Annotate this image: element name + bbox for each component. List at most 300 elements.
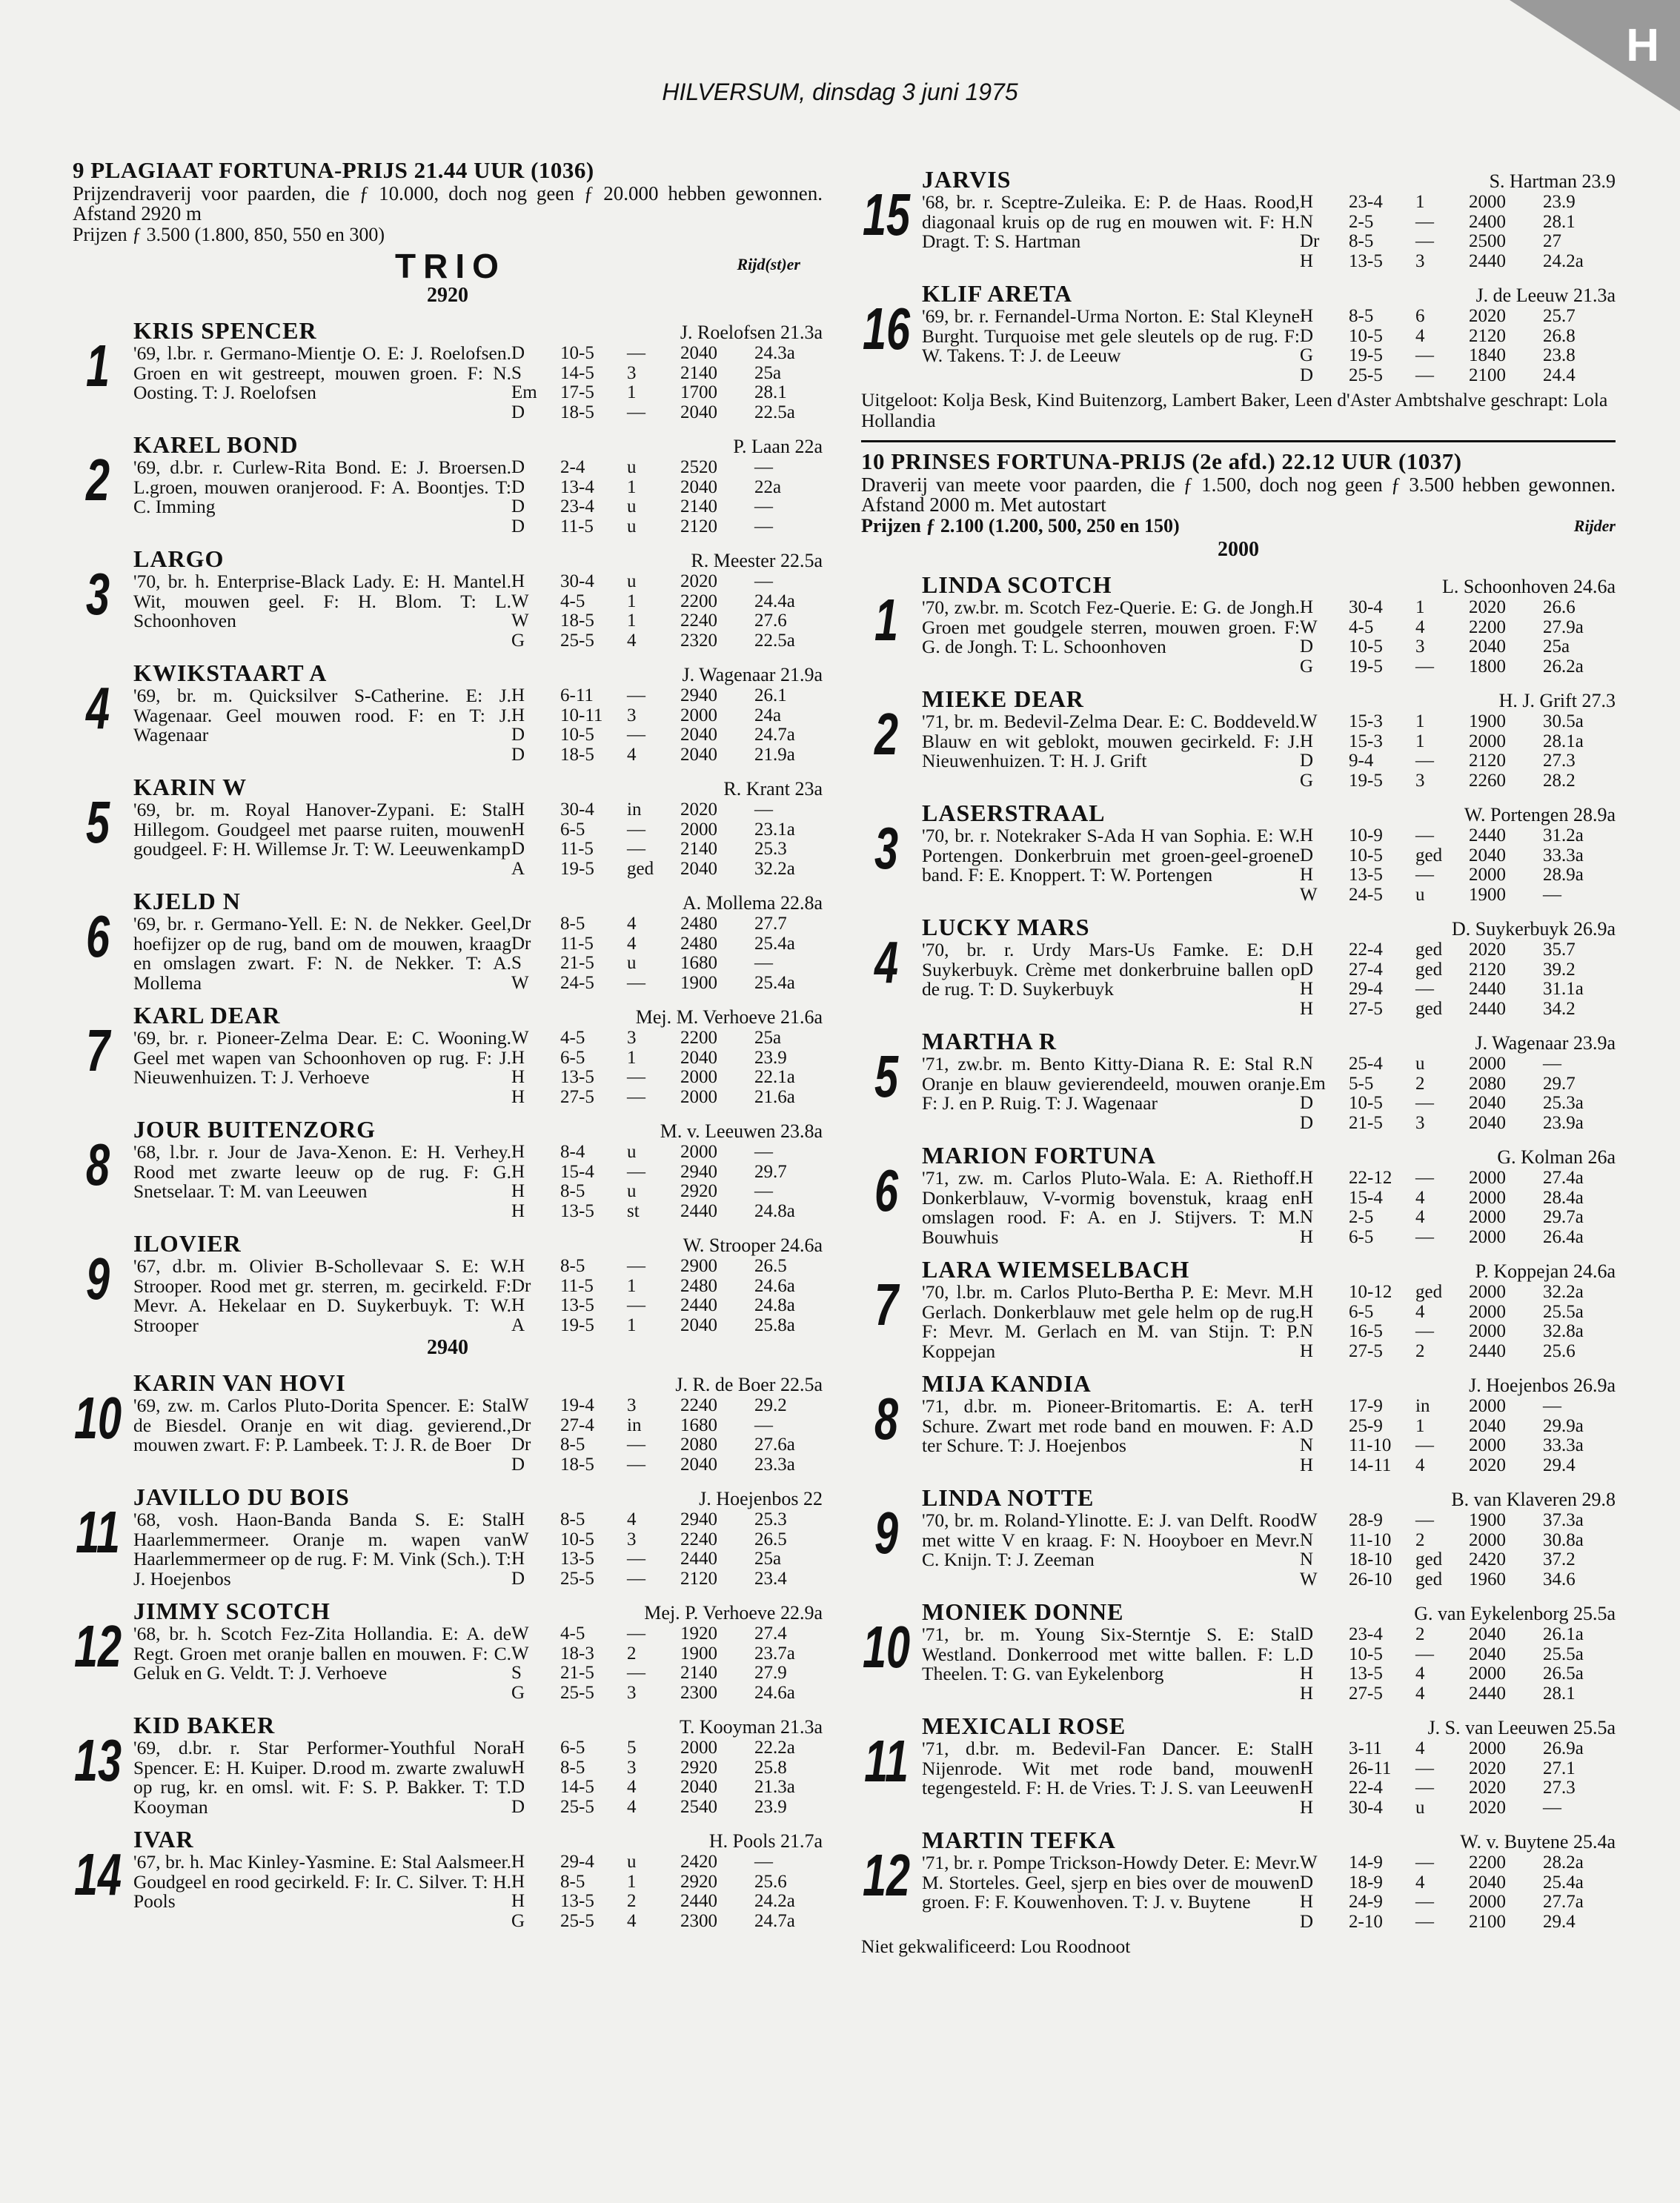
entry-body (133, 1257, 823, 1335)
result-date: 21-5 (560, 953, 594, 973)
result-placing: 1 (627, 476, 637, 497)
result-distance: 2120 (680, 516, 717, 536)
result-track: D (511, 343, 525, 363)
result-row (511, 1049, 823, 1069)
driver-record: J. Wagenaar 21.9a (682, 664, 823, 685)
result-track: H (511, 1200, 525, 1221)
result-track: H (1300, 865, 1314, 885)
result-km-time: 32.8a (1543, 1321, 1584, 1341)
result-track: H (511, 1891, 525, 1911)
recent-results (511, 686, 823, 765)
result-placing: — (627, 819, 645, 840)
driver-record: B. van Klaveren 29.8 (1451, 1489, 1616, 1510)
driver-record: Mej. M. Verhoeve 21.6a (635, 1006, 823, 1028)
start-number: 11 (76, 1499, 120, 1565)
horse-description: '68, br. r. Sceptre-Zuleika. E: P. de Haas. Rood, diagonaal kruis op de rug en mouwen wit. F: H. Dragt. T: S. Hartman (922, 191, 1300, 252)
result-km-time: 29.9a (1543, 1415, 1584, 1436)
result-date: 3-11 (1349, 1738, 1382, 1758)
result-row (1300, 960, 1616, 980)
result-row (511, 1316, 823, 1336)
result-km-time: 25.3a (1543, 1093, 1584, 1113)
result-date: 9-4 (1349, 751, 1374, 771)
result-row (511, 954, 823, 974)
start-number: 15 (862, 182, 911, 247)
result-distance: 2200 (1469, 1853, 1506, 1873)
result-row (1300, 1228, 1616, 1248)
driver-record: W. Portengen 28.9a (1464, 804, 1616, 825)
result-km-time: — (754, 800, 773, 820)
result-track: D (1300, 1415, 1314, 1436)
result-distance: 2000 (1469, 192, 1506, 212)
result-placing: 3 (1415, 250, 1425, 271)
result-distance: 2040 (1469, 1872, 1506, 1893)
start-number: 12 (862, 1842, 911, 1908)
result-row (1300, 1853, 1616, 1873)
result-date: 27-5 (560, 1086, 594, 1107)
horse-description: '69, br. m. Quicksilver S-Catherine. E: J. Wagenaar. Geel mouwen rood. F: en T: J. Wagenaar (133, 685, 511, 745)
result-row (1300, 1570, 1616, 1590)
driver-record: P. Laan 22a (733, 436, 823, 457)
result-placing: — (1415, 979, 1434, 999)
result-placing: ged (1415, 1569, 1443, 1589)
result-placing: ged (627, 858, 654, 879)
result-row (511, 934, 823, 954)
result-track: H (511, 1549, 525, 1569)
start-number: 2 (85, 447, 110, 513)
result-distance: 2440 (680, 1549, 717, 1569)
result-placing: — (1415, 1226, 1434, 1247)
result-distance: 2020 (1469, 940, 1506, 960)
entry-body (922, 1169, 1616, 1247)
result-track: H (511, 571, 525, 591)
result-placing: 1 (627, 1047, 637, 1068)
recent-results (511, 1624, 823, 1703)
result-row (1300, 598, 1616, 618)
result-km-time: 26.4a (1543, 1226, 1584, 1247)
result-row (511, 497, 823, 517)
entry-name-row (133, 1599, 823, 1624)
recent-results (511, 1853, 823, 1931)
recent-results (1300, 1739, 1616, 1818)
result-row (1300, 751, 1616, 771)
result-km-time: 26.1a (1543, 1624, 1584, 1644)
horse-name: JARVIS (922, 166, 1012, 193)
result-track: H (511, 800, 525, 820)
result-row (511, 1778, 823, 1798)
result-distance: 2020 (680, 800, 717, 820)
result-km-time: 25.5a (1543, 1301, 1584, 1322)
result-track: Dr (511, 1415, 531, 1435)
result-row (511, 1798, 823, 1818)
result-distance: 1900 (1469, 884, 1506, 905)
result-row (1300, 637, 1616, 657)
result-track: H (1300, 1168, 1314, 1188)
result-distance: 2040 (1469, 1644, 1506, 1664)
result-distance: 2000 (680, 1738, 717, 1758)
result-placing: — (627, 1435, 645, 1455)
result-track: H (511, 1509, 525, 1529)
result-placing: — (627, 402, 645, 422)
result-km-time: 24a (754, 705, 782, 725)
start-number: 13 (73, 1727, 122, 1793)
result-date: 14-5 (560, 362, 594, 383)
result-row (511, 1624, 823, 1644)
recent-results (1300, 826, 1616, 905)
result-date: 18-5 (560, 1454, 594, 1475)
race-9-entries-a (73, 319, 823, 1335)
result-date: 30-4 (560, 571, 594, 591)
result-distance: 2480 (680, 933, 717, 954)
horse-name: KLIF ARETA (922, 280, 1072, 307)
horse-name: KARL DEAR (133, 1002, 281, 1029)
result-row (511, 725, 823, 745)
result-km-time: 29.7 (1543, 1073, 1576, 1094)
result-date: 13-5 (1349, 250, 1383, 271)
result-track: N (1300, 1549, 1314, 1569)
entry-name-row (922, 282, 1616, 307)
result-placing: 6 (1415, 306, 1425, 326)
result-date: 23-4 (560, 496, 594, 516)
horse-entry (861, 687, 1616, 791)
result-track: W (1300, 1569, 1318, 1589)
result-km-time: 27.9 (754, 1663, 787, 1683)
result-track: N (1300, 1435, 1314, 1455)
result-row (1300, 885, 1616, 906)
entry-body (133, 1853, 823, 1931)
horse-entry (861, 801, 1616, 905)
result-row (511, 631, 823, 651)
result-distance: 1900 (680, 1643, 717, 1664)
result-km-time: — (754, 457, 773, 477)
result-date: 27-5 (1349, 998, 1383, 1019)
result-placing: — (627, 1549, 645, 1569)
result-track: W (511, 591, 529, 611)
race-9-rider-header: Rijd(st)er (737, 255, 800, 273)
result-row (1300, 1759, 1616, 1779)
result-date: 10-5 (1349, 325, 1383, 346)
entry-name-row (133, 1117, 823, 1143)
result-date: 22-4 (1349, 1778, 1383, 1798)
horse-description: '70, zw.br. m. Scotch Fez-Querie. E: G. de Jongh. Groen met goudgele sterren, mouwen groen. F: G. de Jongh. T: L. Schoonhoven (922, 597, 1300, 657)
result-date: 10-5 (1349, 637, 1383, 657)
result-km-time: 29.2 (754, 1395, 787, 1415)
result-row (511, 706, 823, 726)
result-track: D (1300, 1112, 1314, 1133)
result-placing: — (627, 1663, 645, 1683)
result-distance: 2000 (1469, 1187, 1506, 1208)
result-km-time: 27.7a (1543, 1892, 1584, 1912)
result-row (1300, 865, 1616, 885)
result-track: H (511, 1871, 525, 1892)
horse-description: '71, br. r. Pompe Trickson-Howdy Deter. E: Mevr. M. Storteles. Geel, sjerp en bies over de mouwen groen. F: F. Kouwenhoven. T: J. v. Buytene (922, 1852, 1300, 1913)
result-km-time: 32.2a (754, 858, 795, 879)
result-placing: 3 (1415, 1112, 1425, 1133)
result-km-time: 28.1 (754, 382, 787, 402)
result-track: D (511, 1777, 525, 1797)
result-placing: — (627, 1454, 645, 1475)
result-km-time: 24.2a (1543, 250, 1584, 271)
result-date: 11-5 (560, 1275, 594, 1296)
start-number: 16 (862, 296, 911, 362)
entry-body (133, 1396, 823, 1475)
result-placing: 1 (627, 1871, 637, 1892)
result-km-time: 27.9a (1543, 617, 1584, 637)
result-date: 17-5 (560, 382, 594, 402)
result-km-time: 26.1 (754, 685, 787, 705)
result-distance: 2000 (680, 1086, 717, 1107)
result-km-time: 23.8 (1543, 345, 1576, 365)
result-distance: 2300 (680, 1682, 717, 1703)
recent-results (1300, 1169, 1616, 1247)
driver-record: R. Meester 22.5a (691, 550, 823, 571)
result-row (511, 1664, 823, 1684)
result-track: H (1300, 597, 1314, 617)
result-track: H (511, 685, 525, 705)
result-track: H (1300, 1187, 1314, 1208)
driver-record: R. Krant 23a (723, 778, 823, 800)
result-placing: — (1415, 211, 1434, 232)
result-placing: 4 (1415, 1207, 1425, 1227)
result-distance: 2040 (680, 476, 717, 497)
result-distance: 2040 (1469, 1112, 1506, 1133)
result-distance: 1680 (680, 1415, 717, 1435)
recent-results (1300, 1853, 1616, 1932)
race-9-title: 9 PLAGIAAT FORTUNA-PRIJS 21.44 UUR (1036) (73, 157, 594, 183)
result-km-time: 25.6 (754, 1871, 787, 1892)
result-track: W (1300, 617, 1318, 637)
start-number: 9 (874, 1500, 899, 1566)
result-track: D (1300, 1644, 1314, 1664)
start-number: 5 (85, 789, 110, 855)
entry-body (133, 572, 823, 651)
result-date: 14-9 (1349, 1853, 1383, 1873)
result-placing: — (1415, 231, 1434, 251)
result-track: N (1300, 1529, 1314, 1550)
result-distance: 2020 (1469, 597, 1506, 617)
result-row (1300, 1684, 1616, 1704)
result-placing: u (627, 1181, 637, 1201)
recent-results (1300, 598, 1616, 677)
horse-name: LASERSTRAAL (922, 800, 1106, 826)
result-track: H (1300, 1340, 1314, 1361)
horse-description: '70, br. r. Urdy Mars-Us Famke. E: D. Suykerbuyk. Crème met donkerbruine ballen op de rug. T: D. Suykerbuyk (922, 939, 1300, 1000)
entry-body (922, 712, 1616, 791)
result-track: D (1300, 1872, 1314, 1893)
result-distance: 2000 (1469, 1226, 1506, 1247)
result-row (1300, 1511, 1616, 1531)
result-placing: 3 (627, 1757, 637, 1778)
result-placing: — (627, 725, 645, 745)
horse-name: KAREL BOND (133, 431, 299, 458)
result-distance: 2000 (1469, 1664, 1506, 1684)
start-number: 9 (85, 1246, 110, 1312)
result-distance: 1900 (1469, 1510, 1506, 1530)
result-row (1300, 1893, 1616, 1913)
result-placing: — (1415, 656, 1434, 677)
result-placing: 4 (627, 1796, 637, 1817)
result-km-time: 37.3a (1543, 1510, 1584, 1530)
result-date: 25-5 (1349, 365, 1383, 385)
entry-body (133, 914, 823, 993)
result-track: W (511, 972, 529, 993)
result-distance: 1900 (1469, 711, 1506, 731)
result-placing: 4 (627, 933, 637, 954)
result-km-time: — (754, 1415, 773, 1435)
result-distance: 2040 (1469, 637, 1506, 657)
result-row (511, 1257, 823, 1277)
result-km-time: 29.4 (1543, 1455, 1576, 1475)
race-10-distance: 2000 (1218, 538, 1259, 561)
result-km-time: 22.5a (754, 630, 795, 651)
result-row (511, 1738, 823, 1758)
result-km-time: 22a (754, 476, 782, 497)
horse-description: '69, l.br. r. Germano-Mientje O. E: J. Roelofsen. Groen en wit gestreept, mouwen groen. F: N. Oosting. T: J. Roelofsen (133, 342, 511, 403)
recent-results (1300, 1283, 1616, 1361)
horse-entry (861, 1143, 1616, 1247)
result-km-time: 26.2a (1543, 656, 1584, 677)
result-track: W (511, 1395, 529, 1415)
result-km-time: 27 (1543, 231, 1561, 251)
result-placing: u (627, 1142, 637, 1162)
result-date: 18-5 (560, 744, 594, 765)
entry-body (922, 1511, 1616, 1589)
result-row (511, 1892, 823, 1912)
result-km-time: 33.3a (1543, 845, 1584, 865)
start-number: 11 (864, 1728, 909, 1794)
result-track: H (1300, 731, 1314, 751)
result-placing: 4 (1415, 1455, 1425, 1475)
result-row (511, 1296, 823, 1316)
recent-results (1300, 307, 1616, 385)
result-placing: — (1415, 1911, 1434, 1932)
result-distance: 2140 (680, 362, 717, 383)
horse-name: MARTHA R (922, 1028, 1057, 1054)
result-date: 10-12 (1349, 1282, 1392, 1302)
result-track: D (511, 457, 525, 477)
result-placing: in (627, 800, 642, 820)
result-distance: 2440 (680, 1295, 717, 1315)
result-km-time: 35.7 (1543, 940, 1576, 960)
entry-body (133, 1029, 823, 1107)
result-row (1300, 771, 1616, 791)
start-number: 6 (874, 1157, 899, 1223)
result-km-time: 37.2 (1543, 1549, 1576, 1569)
result-track: H (511, 819, 525, 840)
result-km-time: 24.2a (754, 1891, 795, 1911)
result-track: H (1300, 1455, 1314, 1475)
result-track: G (511, 1682, 525, 1703)
result-track: H (511, 1086, 525, 1107)
result-placing: — (1415, 825, 1434, 845)
result-distance: 2040 (1469, 1415, 1506, 1436)
start-number: 14 (73, 1841, 122, 1907)
result-placing: 2 (627, 1891, 637, 1911)
entry-name-row (922, 687, 1616, 712)
entry-body (133, 800, 823, 879)
entry-name-row (133, 661, 823, 686)
start-number: 2 (874, 701, 899, 767)
result-km-time: 24.6a (754, 1275, 795, 1296)
result-row (511, 914, 823, 934)
result-track: W (511, 1529, 529, 1549)
result-track: D (1300, 845, 1314, 865)
result-date: 4-5 (560, 1028, 585, 1048)
horse-entry (73, 547, 823, 651)
result-placing: 4 (1415, 1664, 1425, 1684)
result-track: W (511, 1028, 529, 1048)
result-distance: 2000 (1469, 1321, 1506, 1341)
result-date: 2-4 (560, 457, 585, 477)
driver-record: W. v. Buytene 25.4a (1460, 1831, 1616, 1853)
result-row (511, 1143, 823, 1163)
result-row (511, 1510, 823, 1530)
result-placing: 4 (627, 914, 637, 934)
start-number: 6 (85, 903, 110, 969)
result-distance: 2440 (1469, 1340, 1506, 1361)
entry-body (922, 307, 1616, 385)
entry-name-row (922, 915, 1616, 940)
entry-body (922, 1054, 1616, 1133)
horse-entry (73, 661, 823, 765)
result-placing: 3 (1415, 637, 1425, 657)
result-placing: 3 (627, 705, 637, 725)
result-row (1300, 1664, 1616, 1684)
driver-record: J. de Leeuw 21.3a (1475, 285, 1616, 306)
result-km-time: — (1543, 884, 1561, 905)
result-placing: 2 (627, 1643, 637, 1664)
horse-name: MARTIN TEFKA (922, 1827, 1116, 1853)
horse-entry (73, 1827, 823, 1931)
entry-body (133, 1738, 823, 1817)
result-distance: 2000 (1469, 731, 1506, 751)
result-track: N (1300, 1207, 1314, 1227)
result-distance: 2900 (680, 1256, 717, 1276)
result-distance: 2000 (680, 819, 717, 840)
result-date: 25-5 (560, 1682, 594, 1703)
result-date: 13-4 (560, 476, 594, 497)
result-distance: 2000 (680, 1142, 717, 1162)
result-date: 23-4 (1349, 1624, 1383, 1644)
result-placing: u (1415, 1797, 1425, 1818)
result-placing: u (627, 1852, 637, 1872)
result-distance: 2020 (1469, 306, 1506, 326)
result-date: 11-5 (560, 839, 594, 859)
start-number: 4 (874, 929, 899, 995)
result-date: 19-5 (560, 1315, 594, 1335)
horse-entry (73, 1232, 823, 1335)
result-date: 27-5 (1349, 1340, 1383, 1361)
result-km-time: 21.9a (754, 744, 795, 765)
result-km-time: 24.4a (754, 591, 795, 611)
entry-name-row (133, 1827, 823, 1853)
horse-name: MONIEK DONNE (922, 1598, 1124, 1625)
horse-description: '70, l.br. m. Carlos Pluto-Bertha P. E: Mevr. M. Gerlach. Donkerblauw met gele helm op de rug. F: Mevr. M. Gerlach en M. van Stijn. T: P. Koppejan (922, 1281, 1300, 1362)
result-km-time: 27.3 (1543, 1778, 1576, 1798)
result-track: A (511, 858, 525, 879)
result-date: 13-5 (560, 1200, 594, 1221)
result-km-time: 23.9 (1543, 192, 1576, 212)
result-track: Dr (511, 914, 531, 934)
result-track: G (1300, 656, 1314, 677)
result-date: 17-9 (1349, 1396, 1383, 1416)
result-row (511, 611, 823, 631)
driver-record: Mej. P. Verhoeve 22.9a (644, 1602, 823, 1624)
result-distance: 2080 (680, 1435, 717, 1455)
result-track: D (511, 839, 525, 859)
horse-entry (861, 282, 1616, 385)
result-placing: — (1415, 1168, 1434, 1188)
horse-description: '70, br. h. Enterprise-Black Lady. E: H. Mantel. Wit, mouwen geel. F: H. Blom. T: L. Schoonhoven (133, 571, 511, 631)
